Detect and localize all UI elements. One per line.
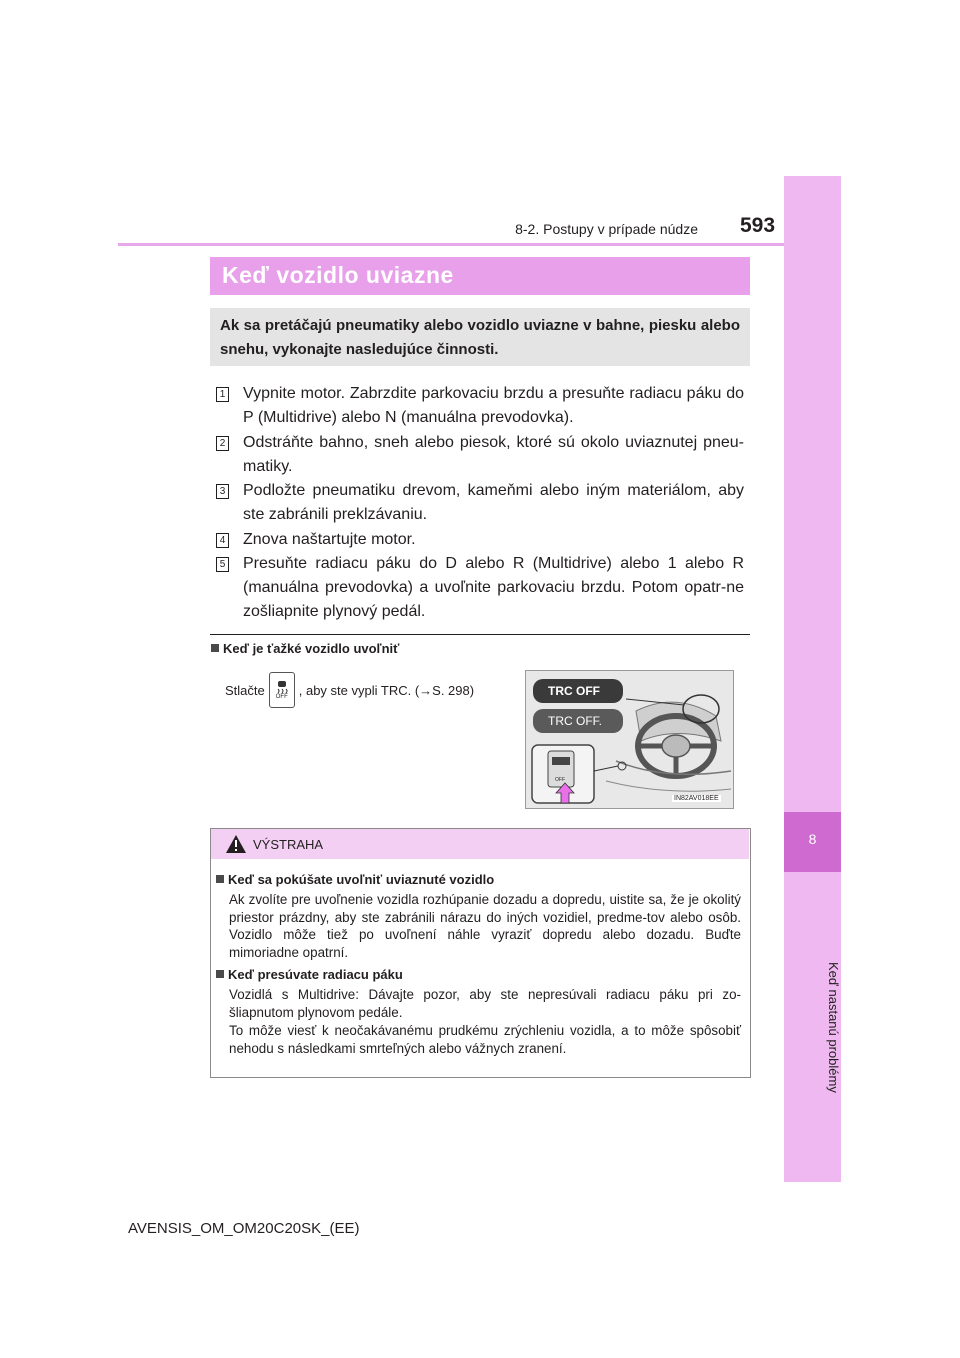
switch-off-label: OFF: [555, 777, 565, 783]
square-bullet-icon: [211, 644, 219, 652]
warning-title: VÝSTRAHA: [253, 837, 324, 852]
footer-doc-code: AVENSIS_OM_OM20C20SK_(EE): [128, 1220, 360, 1237]
square-bullet-icon: [216, 970, 224, 978]
trc-off-button-icon: [269, 672, 295, 708]
page-title: Keď vozidlo uviazne: [222, 262, 454, 288]
intro-text: Ak sa pretáčajú pneumatiky alebo vozidlo uviazne v bahne, piesku alebo snehu, vykonajte nasledujúce činnosti.: [220, 317, 740, 358]
illustration-code: IN82AV018EE: [674, 795, 719, 802]
step-number-3: 3: [216, 484, 229, 499]
press-instruction: [225, 672, 474, 708]
subsection-heading: [211, 641, 399, 656]
step-number-4: 4: [216, 533, 229, 548]
step-text-2: Odstráňte bahno, sneh alebo piesok, ktoré sú okolo uviaznutej pneu-matiky.: [243, 434, 744, 475]
warning-triangle-icon: [225, 834, 247, 854]
section-divider: [210, 634, 750, 635]
dashboard-illustration: [525, 670, 734, 809]
press-after-text: , aby ste vypli TRC. (→S. 298): [298, 682, 475, 698]
step-number-2: 2: [216, 436, 229, 451]
button-off-label: OFF: [275, 693, 288, 700]
trc-off-label-1: TRC OFF: [548, 684, 600, 698]
header-rule: [118, 243, 784, 246]
warning-text-3: To môže viesť k neočakávanému prudkému zrýchleniu vozidla, a to môže spôsobiť nehodu s následkami smrteľných alebo vážnych zranení.: [229, 1023, 741, 1056]
step-text-5: Presuňte radiacu páku do D alebo R (Multidrive) alebo 1 alebo R (manuálna prevodovka) a uvoľnite parkovaciu brzdu. Potom opatr-ne zošliapnite plynový pedál.: [243, 555, 744, 620]
warning-heading-1: [216, 872, 494, 887]
step-text-4: Znova naštartujte motor.: [243, 531, 416, 548]
subsection-heading-text: Keď je ťažké vozidlo uvoľniť: [223, 641, 400, 656]
warning-text-1: Ak zvolíte pre uvoľnenie vozidla rozhúpanie dozadu a dopredu, uistite sa, že je okolitý priestor prázdny, aby ste zabránili nárazu do iných vozidiel, predme-tov alebo osôb. Vozidlo môže tiež po uvoľnení náhle vyraziť dopredu alebo dozadu. Buďte mimoriadne opatrní.: [229, 892, 741, 960]
section-title: 8-2. Postupy v prípade núdze: [515, 221, 698, 237]
step-text-1: Vypnite motor. Zabrzdite parkovaciu brzdu a presuňte radiacu páku do P (Multidrive) alebo N (manuálna prevodovka).: [243, 385, 744, 426]
warning-text-2: Vozidlá s Multidrive: Dávajte pozor, aby ste nepresúvali radiacu páku pri zo-šliapnutom plynovom pedále.: [229, 987, 741, 1020]
chapter-title-text: Keď nastanú problémy: [826, 961, 841, 1093]
chapter-number: 8: [808, 831, 817, 847]
step-text-3: Podložte pneumatiku drevom, kameňmi alebo iným materiálom, aby ste zabránili preklzávaniu.: [243, 482, 744, 523]
square-bullet-icon: [216, 875, 224, 883]
warning-heading-2: [216, 967, 403, 982]
step-number-5: 5: [216, 557, 229, 572]
chapter-title: [784, 880, 841, 1170]
step-number-1: 1: [216, 387, 229, 402]
warning-heading-1-text: Keď sa pokúšate uvoľniť uviaznuté vozidlo: [228, 872, 495, 887]
skid-car-icon: [275, 680, 289, 694]
page-number: 593: [740, 214, 776, 237]
trc-off-label-2: TRC OFF.: [548, 714, 602, 728]
press-before-text: Stlačte: [225, 682, 265, 698]
warning-heading-2-text: Keď presúvate radiacu páku: [228, 967, 403, 982]
